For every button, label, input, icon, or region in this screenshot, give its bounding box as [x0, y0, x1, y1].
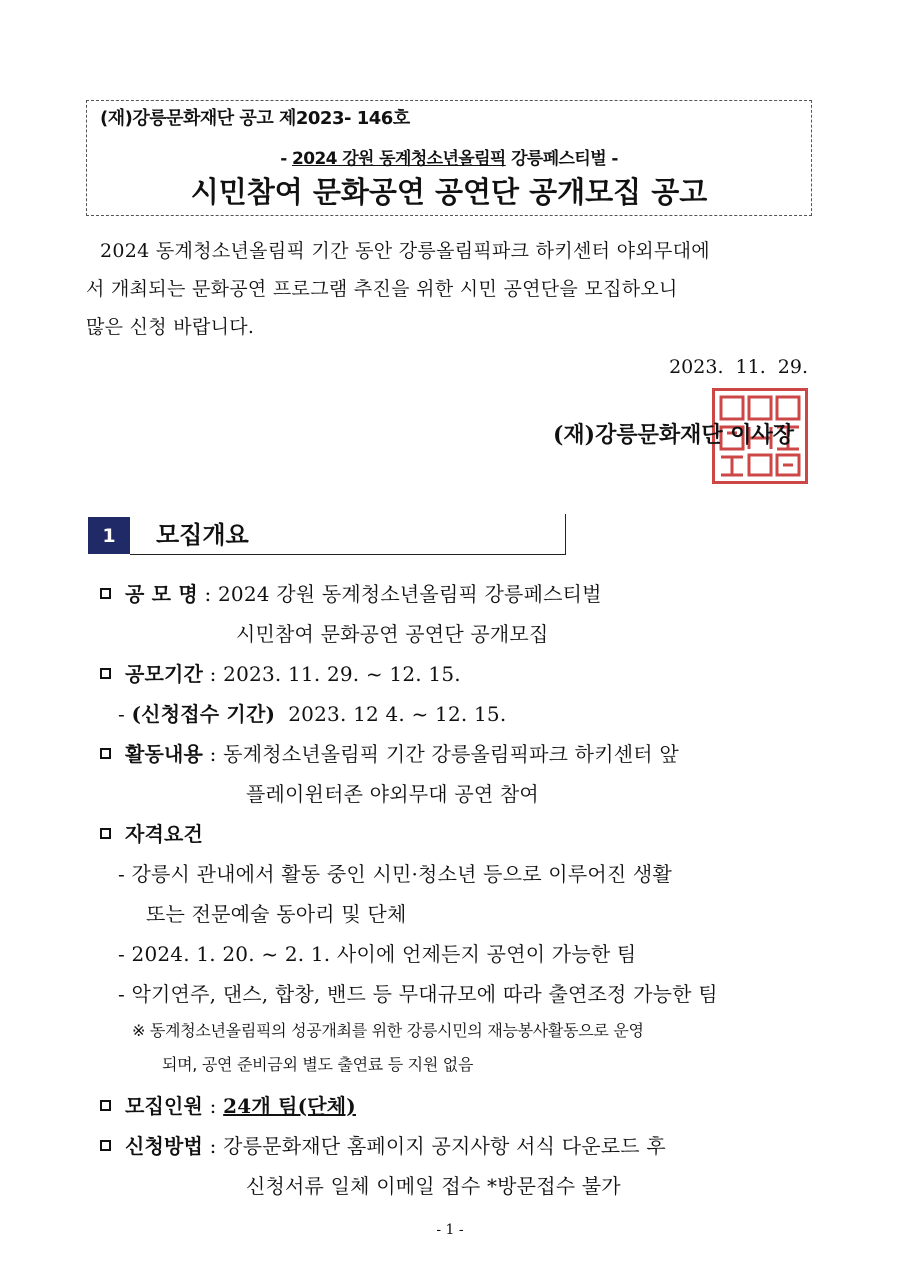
page-number: - 1 -	[436, 1222, 464, 1238]
item-activity-label: 활동내용	[125, 742, 204, 766]
section-number-badge: 1	[88, 517, 130, 554]
notice-number: (재)강릉문화재단 공고 제2023- 146호	[100, 108, 410, 129]
section-side-line	[565, 514, 566, 555]
notice-title: 시민참여 문화공연 공연단 공개모집 공고	[190, 175, 708, 209]
subtitle-event: 2024 강원 동계청소년올림픽	[291, 149, 506, 169]
item-receipt: - (신청접수 기간) 2023. 12 4. ~ 12. 15.	[118, 702, 507, 726]
intro-line-3: 많은 신청 바랍니다.	[86, 316, 255, 338]
item-apply-label: 신청방법	[125, 1134, 204, 1158]
item-name-value: 2024 강원 동계청소년올림픽 강릉페스티벌	[217, 582, 602, 606]
qual-line-1a: - 강릉시 관내에서 활동 중인 시민·청소년 등으로 이루어진 생활	[118, 862, 672, 886]
issuer-name: (재)강릉문화재단 이사장	[553, 422, 794, 448]
item-qualification	[100, 818, 203, 847]
item-activity: 활동내용 : 동계청소년올림픽 기간 강릉올림픽파크 하키센터 앞	[100, 738, 679, 767]
item-apply: 신청방법 : 강릉문화재단 홈페이지 공지사항 서식 다운로드 후	[100, 1130, 666, 1159]
qual-line-2: - 2024. 1. 20. ~ 2. 1. 사이에 언제든지 공연이 가능한 팀	[118, 942, 637, 966]
item-activity-value: 동계청소년올림픽 기간 강릉올림픽파크 하키센터 앞	[223, 742, 679, 766]
item-name: 공 모 명 : 2024 강원 동계청소년올림픽 강릉페스티벌	[100, 578, 602, 607]
checkbox-bullet-icon	[100, 668, 111, 679]
item-name-label: 공 모 명	[125, 582, 198, 606]
intro-line-2: 서 개최되는 문화공연 프로그램 추진을 위한 시민 공연단을 모집하오니	[86, 278, 678, 300]
checkbox-bullet-icon	[100, 588, 111, 599]
item-apply-value-2: 신청서류 일체 이메일 접수 *방문접수 불가	[246, 1174, 621, 1198]
section-underline	[130, 554, 566, 555]
notice-date: 2023. 11. 29.	[669, 356, 808, 378]
checkbox-bullet-icon	[100, 748, 111, 759]
item-name-value-2: 시민참여 문화공연 공연단 공개모집	[236, 622, 549, 646]
section-title: 모집개요	[156, 521, 249, 549]
qual-line-3: - 악기연주, 댄스, 합창, 밴드 등 무대규모에 따라 출연조정 가능한 팀	[118, 982, 718, 1006]
item-recruit-value: 24개 팀(단체)	[223, 1094, 356, 1118]
item-receipt-label: (신청접수 기간)	[131, 702, 276, 726]
item-activity-value-2: 플레이윈터존 야외무대 공연 참여	[246, 782, 539, 806]
checkbox-bullet-icon	[100, 828, 111, 839]
intro-paragraph	[86, 232, 814, 346]
item-period-label: 공모기간	[125, 662, 204, 686]
notice-subtitle: - 2024 강원 동계청소년올림픽 강릉페스티벌 -	[280, 149, 618, 169]
item-period-value: 2023. 11. 29. ~ 12. 15.	[223, 662, 461, 686]
note-line-2: 되며, 공연 준비금외 별도 출연료 등 지원 없음	[162, 1055, 474, 1074]
item-receipt-value: 2023. 12 4. ~ 12. 15.	[288, 702, 507, 726]
qual-line-1b: 또는 전문예술 동아리 및 단체	[146, 902, 407, 926]
item-apply-value: 강릉문화재단 홈페이지 공지사항 서식 다운로드 후	[223, 1134, 666, 1158]
item-recruit-label: 모집인원	[125, 1094, 204, 1118]
intro-line-1: 2024 동계청소년올림픽 기간 동안 강릉올림픽파크 하키센터 야외무대에	[100, 240, 710, 262]
item-period: 공모기간 : 2023. 11. 29. ~ 12. 15.	[100, 658, 461, 687]
checkbox-bullet-icon	[100, 1100, 111, 1111]
item-qual-label: 자격요건	[125, 822, 204, 846]
item-recruit: 모집인원 : 24개 팀(단체)	[100, 1090, 356, 1119]
checkbox-bullet-icon	[100, 1140, 111, 1151]
note-line-1: ※ 동계청소년올림픽의 성공개최를 위한 강릉시민의 재능봉사활동으로 운영	[132, 1021, 644, 1040]
